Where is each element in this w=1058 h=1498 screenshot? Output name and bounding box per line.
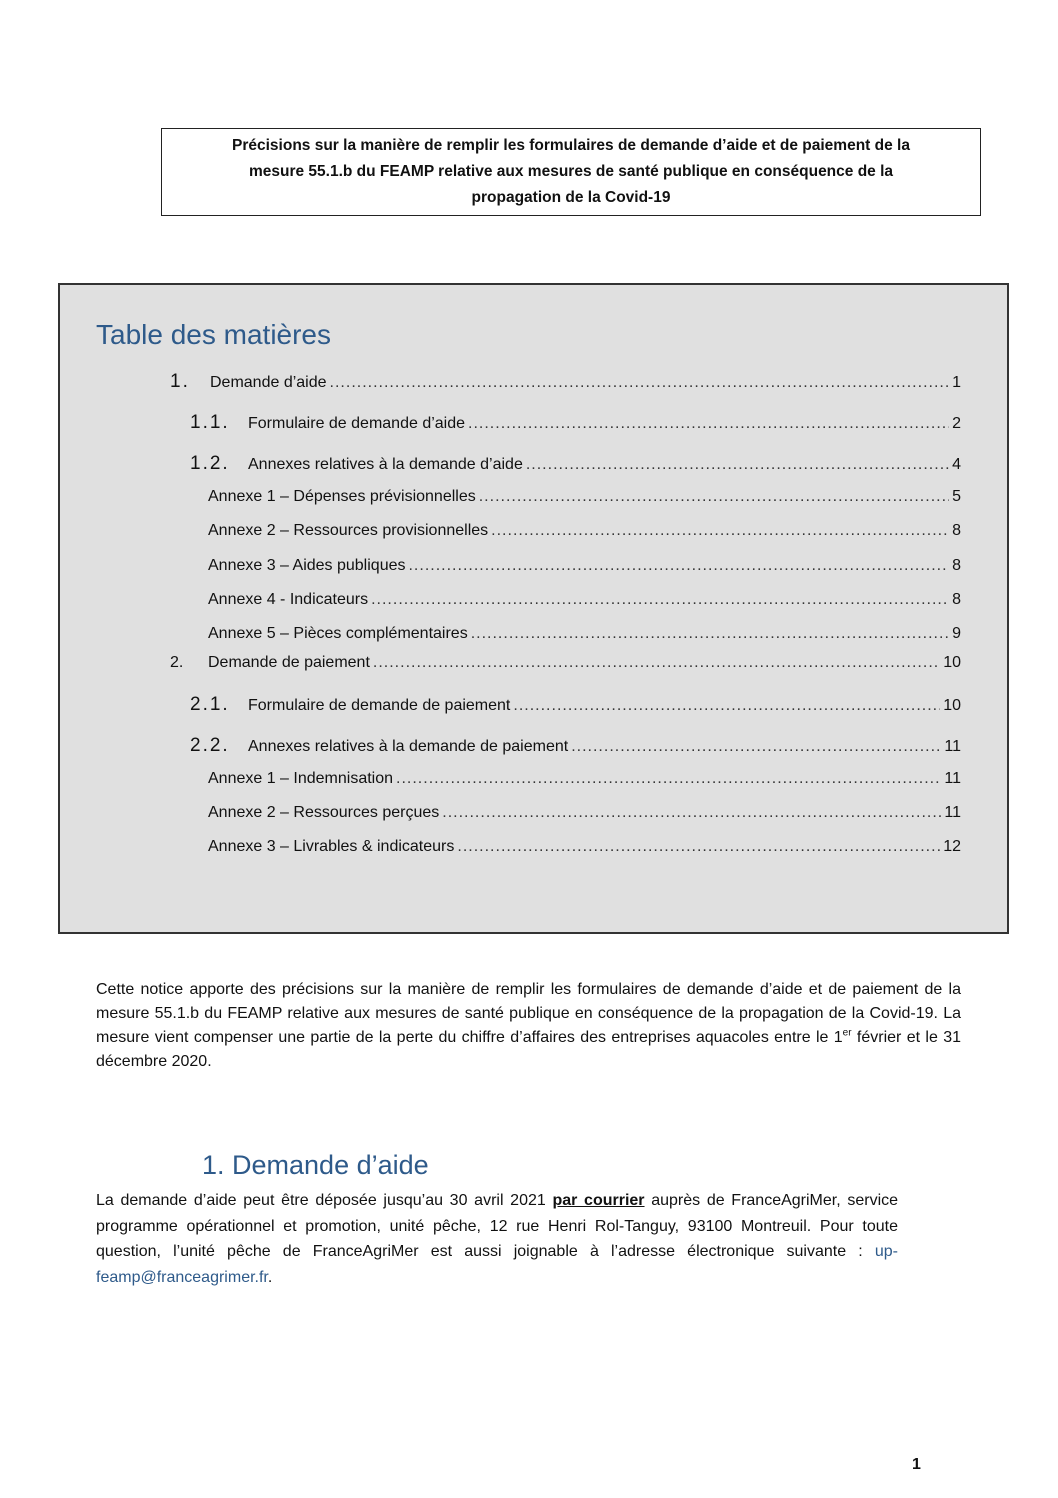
toc-dot-leader: [373, 654, 940, 672]
section-emphasis: par courrier: [552, 1192, 645, 1209]
toc-entry[interactable]: [190, 694, 961, 716]
toc-dot-leader: [491, 522, 949, 540]
toc-dot-leader: [408, 557, 949, 575]
toc-entry-page: 11: [944, 804, 961, 821]
toc-entry-label: Annexe 3 – Livrables & indicateurs: [208, 838, 455, 855]
toc-entry[interactable]: [190, 453, 961, 475]
section-text-continued: auprès de FranceAgriMer, service programme opérationnel et promotion, unité pêche, 12 rue Henri Rol-Tanguy, 93100 Montreuil. Pour toute question, l’unité pêche de FranceAgriMer est aussi joignable à l’adresse électronique suivante :: [96, 1192, 899, 1260]
toc-entry[interactable]: [190, 412, 961, 434]
toc-entry-page: 9: [952, 625, 961, 642]
toc-entry[interactable]: [208, 522, 961, 540]
toc-entry-label: Formulaire de demande d’aide: [248, 415, 466, 432]
toc-entry-label: Annexe 4 - Indicateurs: [208, 591, 369, 608]
title-line-1: Précisions sur la manière de remplir les formulaires de demande d’aide et de paiement de la: [232, 137, 910, 154]
toc-entry-label: Annexe 5 – Pièces complémentaires: [208, 625, 468, 642]
toc-entry-number: 2.: [170, 654, 184, 671]
toc-entry-label: Annexe 3 – Aides publiques: [208, 557, 406, 574]
toc-entry-page: 11: [944, 738, 961, 755]
toc-entry-page: 10: [943, 654, 961, 671]
intro-text: Cette notice apporte des précisions sur la manière de remplir les formulaires de demande d’aide et de paiement de la mesure 55.1.b du FEAMP relative aux mesures de santé publique en conséquence de la propagation de la Covid-19. La mesure vient compenser une partie de la perte du chiffre d’affaires des entreprises aquacoles entre le 1: [96, 981, 961, 1046]
intro-text-end: février et le 31 décembre 2020.: [96, 1029, 962, 1070]
toc-entry[interactable]: [190, 735, 961, 757]
toc-entry-label: Annexe 2 – Ressources provisionnelles: [208, 522, 489, 539]
toc-entry-page: 10: [943, 697, 961, 714]
toc-dot-leader: [396, 770, 941, 788]
toc-entry-number: 2.2.: [190, 735, 230, 756]
toc-entry-label: Annexe 1 – Indemnisation: [208, 770, 394, 787]
toc-entry-page: 2: [952, 415, 961, 432]
toc-entry[interactable]: [170, 371, 961, 393]
toc-entry-label: Annexes relatives à la demande de paiement: [248, 738, 569, 755]
toc-entry[interactable]: [208, 625, 961, 643]
toc-dot-leader: [513, 697, 940, 715]
toc-dot-leader: [479, 488, 949, 506]
toc-entry-number: 1.2.: [190, 453, 230, 474]
toc-entry[interactable]: [208, 591, 961, 609]
toc-entry-label: Annexe 1 – Dépenses prévisionnelles: [208, 488, 476, 505]
toc-dot-leader: [571, 738, 941, 756]
toc-entry-label: Formulaire de demande de paiement: [248, 697, 511, 714]
toc-entry-number: 1.1.: [190, 412, 230, 433]
toc-entry-number: 1.: [170, 371, 190, 392]
toc-dot-leader: [468, 415, 949, 433]
toc-dot-leader: [442, 804, 941, 822]
section-text: La demande d’aide peut être déposée jusqu’au 30 avril 2021: [96, 1192, 553, 1209]
toc-dot-leader: [371, 591, 949, 609]
toc-entry-label: Demande d’aide: [210, 374, 327, 391]
toc-entry[interactable]: [208, 838, 961, 856]
document-title-box: [161, 128, 981, 216]
toc-entry-number: 2.1.: [190, 694, 230, 715]
toc-entry[interactable]: [208, 770, 961, 788]
toc-entry-page: 8: [952, 591, 961, 608]
title-line-3: propagation de la Covid-19: [471, 189, 671, 206]
toc-entry-page: 8: [952, 557, 961, 574]
toc-entry-page: 4: [952, 456, 961, 473]
toc-entry-page: 1: [952, 374, 961, 391]
page-number: 1: [912, 1456, 921, 1473]
toc-entry-page: 5: [952, 488, 961, 505]
toc-entry[interactable]: [208, 804, 961, 822]
toc-entry-label: Annexe 2 – Ressources perçues: [208, 804, 440, 821]
section-heading-demande-aide: 1. Demande d’aide: [202, 1150, 429, 1180]
email-link[interactable]: up-feamp@franceagrimer.fr: [96, 1243, 898, 1286]
toc-dot-leader: [457, 838, 940, 856]
section-paragraph: [96, 1188, 898, 1290]
toc-dot-leader: [526, 456, 949, 474]
toc-entry-page: 12: [943, 838, 961, 855]
title-line-2: mesure 55.1.b du FEAMP relative aux mesures de santé publique en conséquence de la: [248, 163, 894, 180]
toc-dot-leader: [330, 374, 950, 392]
toc-entry-page: 8: [952, 522, 961, 539]
toc-entry[interactable]: [208, 488, 961, 506]
intro-superscript: er: [842, 1027, 852, 1039]
toc-entry-page: 11: [944, 770, 961, 787]
section-text-end: .: [267, 1268, 273, 1286]
toc-entry-label: Demande de paiement: [208, 654, 370, 671]
toc-entry[interactable]: [208, 557, 961, 575]
toc-title: Table des matières: [96, 319, 332, 350]
intro-paragraph: [96, 978, 961, 1074]
toc-dot-leader: [471, 625, 949, 643]
toc-entry-label: Annexes relatives à la demande d’aide: [248, 456, 523, 473]
toc-entry[interactable]: [170, 654, 961, 672]
table-of-contents: [58, 283, 1009, 934]
